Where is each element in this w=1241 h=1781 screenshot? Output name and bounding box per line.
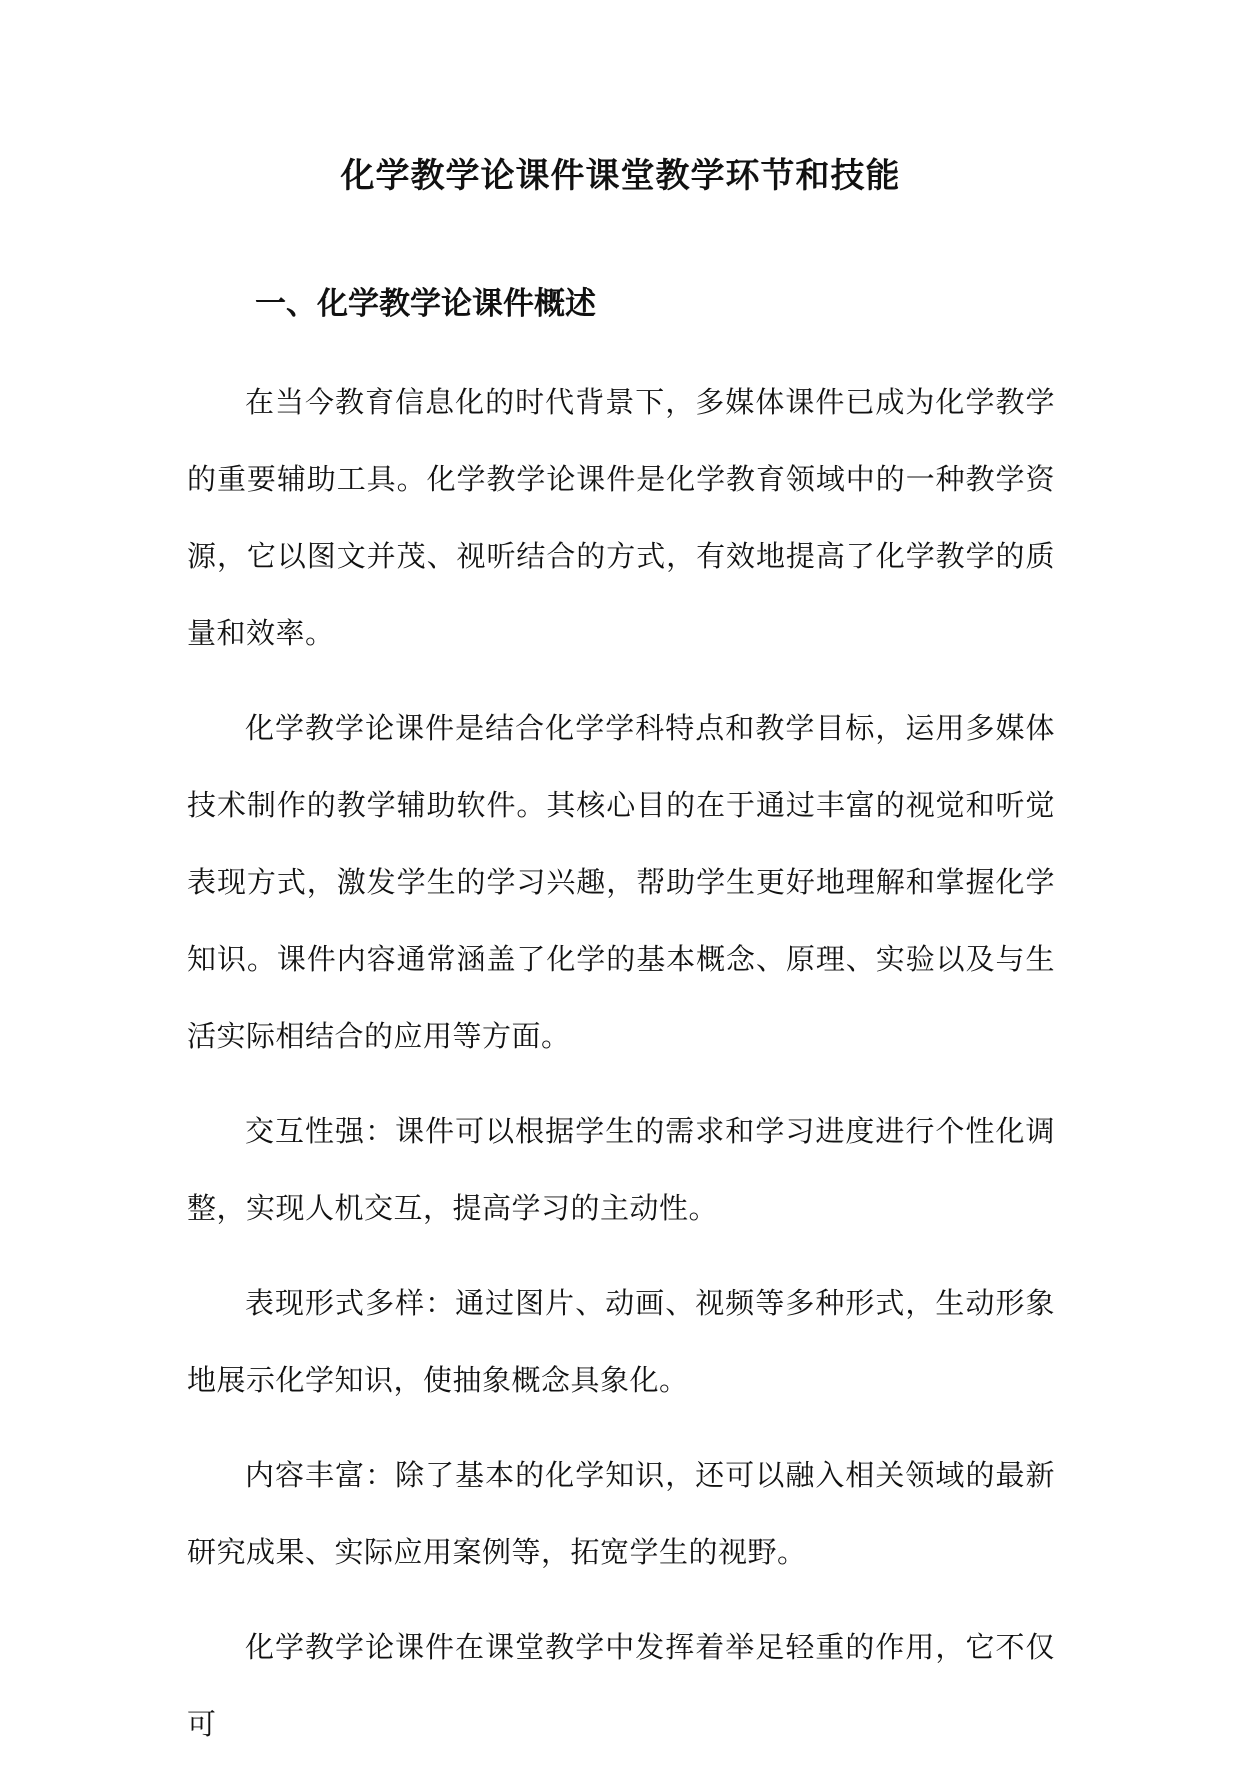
paragraph-content: 内容丰富：除了基本的化学知识，还可以融入相关领域的最新研究成果、实际应用案例等，拓宽学生的视野。 — [187, 1458, 1055, 1569]
paragraph-intro: 在当今教育信息化的时代背景下，多媒体课件已成为化学教学的重要辅助工具。化学教学论课件是化学教育领域中的一种教学资源，它以图文并茂、视听结合的方式，有效地提高了化学教学的质量和效率。 — [187, 385, 1055, 650]
paragraph-forms: 表现形式多样：通过图片、动画、视频等多种形式，生动形象地展示化学知识，使抽象概念具象化。 — [187, 1286, 1055, 1397]
document-body — [187, 364, 1055, 1781]
paragraph-definition: 化学教学论课件是结合化学学科特点和教学目标，运用多媒体技术制作的教学辅助软件。其核心目的在于通过丰富的视觉和听觉表现方式，激发学生的学习兴趣，帮助学生更好地理解和掌握化学知识。课件内容通常涵盖了化学的基本概念、原理、实验以及与生活实际相结合的应用等方面。 — [187, 711, 1055, 1053]
paragraph-interactivity: 交互性强：课件可以根据学生的需求和学习进度进行个性化调整，实现人机交互，提高学习的主动性。 — [187, 1114, 1055, 1225]
section-heading: 一、化学教学论课件概述 — [255, 286, 596, 322]
paragraph-role: 化学教学论课件在课堂教学中发挥着举足轻重的作用，它不仅可 — [187, 1630, 1055, 1741]
document-title: 化学教学论课件课堂教学环节和技能 — [340, 156, 901, 196]
